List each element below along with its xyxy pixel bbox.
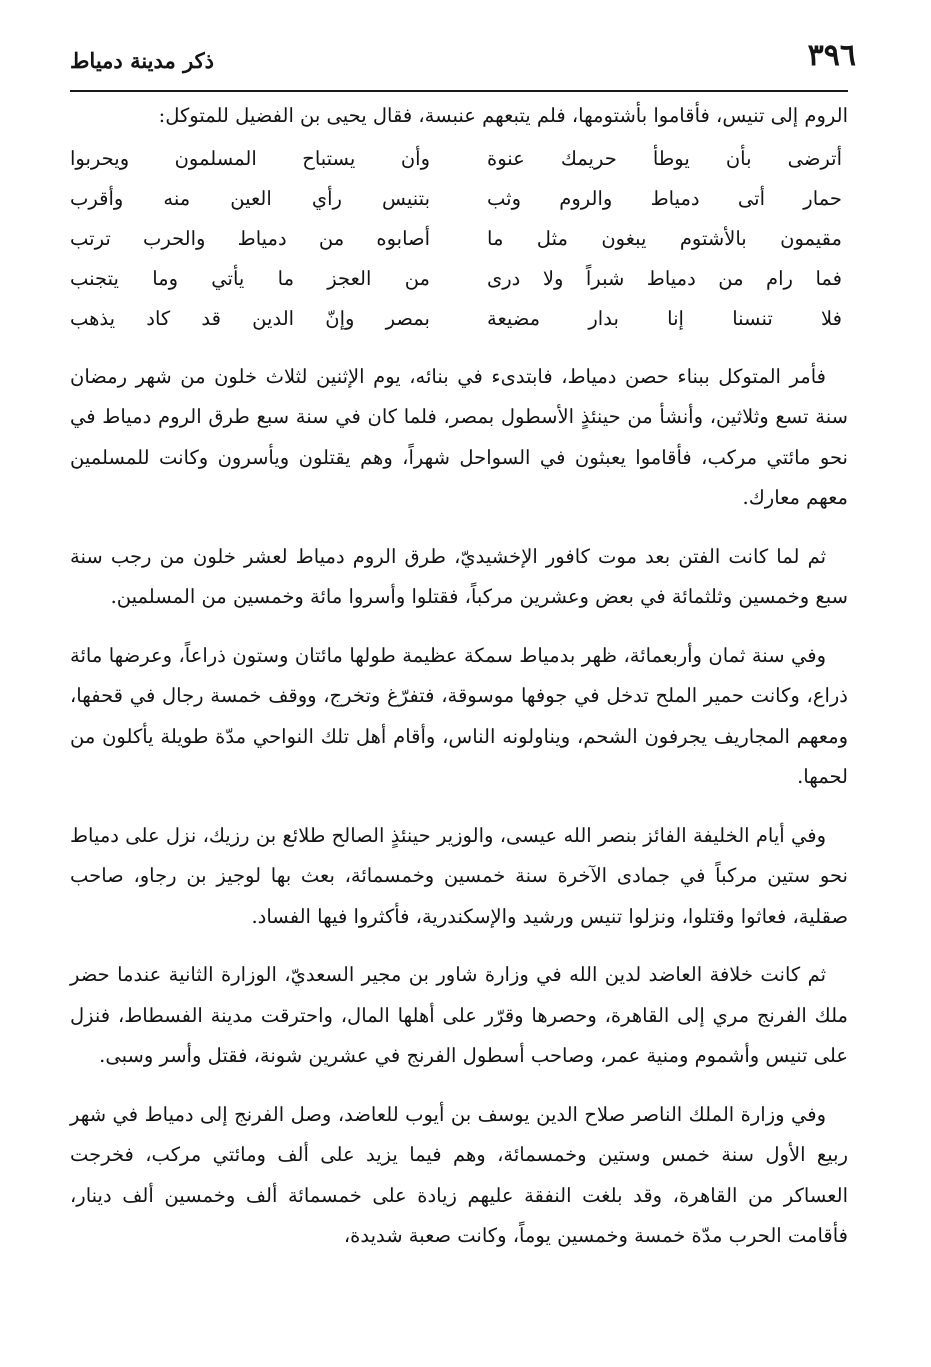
verse-first-hemistich: حمار أتى دمياط والروم وثب (487, 186, 842, 210)
intro-line: الروم إلى تنيس، فأقاموا بأشتومها، فلم يتبعهم عنبسة، فقال يحيى بن الفضيل للمتوكل: (158, 104, 848, 127)
poem-verse (70, 179, 848, 219)
paragraph: وفي أيام الخليفة الفائز بنصر الله عيسى، والوزير حينئذٍ الصالح طلائع بن رزيك، نزل على دمياط نحو ستين مركباً في جمادى الآخرة سنة خمسين وخمسمائة، بعث بها لوجيز بن رجاو، صاحب صقلية، فعاثوا وقتلوا، ونزلوا تنيس ورشيد والإسكندرية، فأكثروا فيها الفساد. (70, 823, 848, 928)
verse-second-hemistich: أصابوه من دمياط والحرب ترتب (70, 226, 430, 250)
verse-first-hemistich: أترضى بأن يوطأ حريمك عنوة (487, 146, 842, 170)
poem-verse (70, 299, 848, 339)
verse-first-hemistich: فلا تنسنا إنا بدار مضيعة (487, 306, 842, 330)
poem-verse (70, 219, 848, 259)
paragraph: فأمر المتوكل ببناء حصن دمياط، فابتدىء في بنائه، يوم الإثنين لثلاث خلون من شهر رمضان سنة تسع وثلاثين، وأنشأ من حينئذٍ الأسطول بمصر، فلما كان في سنة سبع طرق الروم دمياط في نحو مائتي مركب، فأقاموا يعبثون في السواحل شهراً، وهم يقتلون ويأسرون وكانت للمسلمين معهم معارك. (70, 364, 848, 509)
verse-first-hemistich: مقيمون بالأشتوم يبغون مثل ما (487, 226, 842, 250)
verse-second-hemistich: بتنيس رأي العين منه وأقرب (70, 186, 430, 210)
verse-second-hemistich: وأن يستباح المسلمون ويحربوا (70, 146, 430, 170)
page-number: ٣٩٦ (807, 38, 856, 73)
poem-verse (70, 259, 848, 299)
poem (70, 139, 848, 339)
verse-second-hemistich: بمصر وإنّ الدين قد كاد يذهب (70, 306, 430, 330)
poem-verse (70, 139, 848, 179)
page-body (70, 96, 848, 1257)
paragraph: ثم لما كانت الفتن بعد موت كافور الإخشيديّ، طرق الروم دمياط لعشر خلون من رجب سنة سبع وخمسين وثلثمائة في بعض وعشرين مركباً، فقتلوا وأسروا مائة وخمسين من المسلمين. (70, 544, 848, 608)
verse-first-hemistich: فما رام من دمياط شبراً ولا درى (487, 266, 842, 290)
paragraph: ثم كانت خلافة العاضد لدين الله في وزارة شاور بن مجير السعديّ، الوزارة الثانية عندما حضر ملك الفرنج مري إلى القاهرة، وحصرها وقرّر على أهلها المال، واحترقت مدينة الفسطاط، فنزل على تنيس وأشموم ومنية عمر، وصاحب أسطول الفرنج في عشرين شونة، فقتل وأسر وسبى. (70, 963, 848, 1067)
paragraph: وفي وزارة الملك الناصر صلاح الدين يوسف بن أيوب للعاضد، وصل الفرنج إلى دمياط في شهر ربيع الأول سنة خمس وستين وخمسمائة، وهم فيما يزيد على ألف ومائتي مركب، فخرجت العساكر من القاهرة، وقد بلغت النفقة عليهم زيادة على خمسمائة ألف وخمسين ألف دينار، فأقامت الحرب مدّة خمسة وخمسين يوماً، وكانت صعبة شديدة، (70, 1102, 848, 1247)
paragraph: وفي سنة ثمان وأربعمائة، ظهر بدمياط سمكة عظيمة طولها مائتان وستون ذراعاً، وعرضها مائة ذراع، وكانت حمير الملح تدخل في جوفها موسوقة، فتفرّغ وتخرج، ووقف خمسة رجال في قحفها، ومعهم المجاريف يجرفون الشحم، ويناولونه الناس، وأقام أهل تلك النواحي مدّة طويلة يأكلون من لحمها. (70, 643, 848, 788)
running-title: ذكر مدينة دمياط (70, 48, 215, 73)
page-header (70, 38, 860, 86)
verse-second-hemistich: من العجز ما يأتي وما يتجنب (70, 266, 430, 290)
header-rule (70, 90, 848, 92)
